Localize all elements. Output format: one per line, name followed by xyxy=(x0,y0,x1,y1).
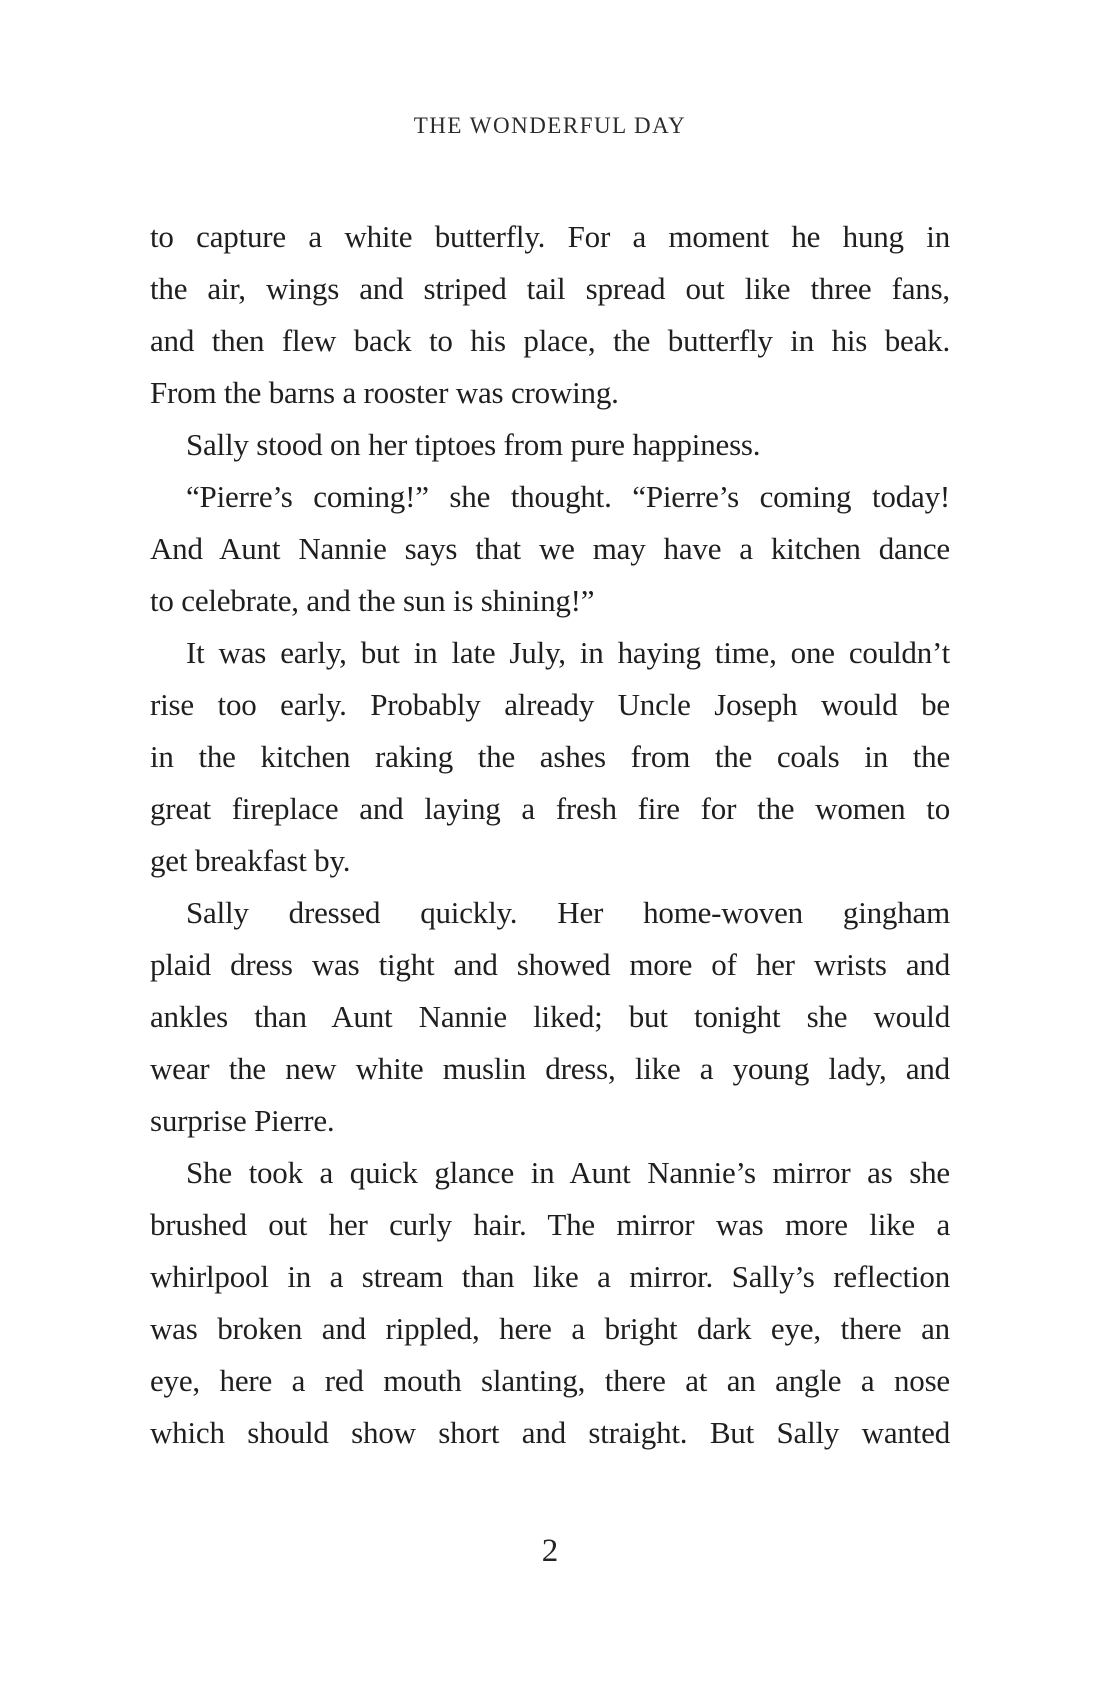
text-line: which should show short and straight. But Sally wanted xyxy=(150,1415,950,1450)
text-line: Sally dressed quickly. Her home-woven gingham xyxy=(186,895,950,930)
text-line: From the barns a rooster was crowing. xyxy=(150,375,619,410)
body-text xyxy=(150,211,950,1459)
text-line: wear the new white muslin dress, like a young lady, and xyxy=(150,1051,950,1086)
running-head: THE WONDERFUL DAY xyxy=(413,113,687,138)
paragraph xyxy=(150,211,950,419)
text-line: to celebrate, and the sun is shining!” xyxy=(150,583,595,618)
text-line: was broken and rippled, here a bright dark eye, there an xyxy=(150,1311,950,1346)
text-line: rise too early. Probably already Uncle Joseph would be xyxy=(150,687,950,722)
paragraph xyxy=(150,627,950,887)
paragraph xyxy=(150,419,950,471)
text-line: She took a quick glance in Aunt Nannie’s mirror as she xyxy=(186,1155,950,1190)
text-line: whirlpool in a stream than like a mirror. Sally’s reflection xyxy=(150,1259,950,1294)
text-line: in the kitchen raking the ashes from the coals in the xyxy=(150,739,950,774)
paragraph xyxy=(150,1147,950,1459)
text-line: eye, here a red mouth slanting, there at an angle a nose xyxy=(150,1363,950,1398)
text-line: to capture a white butterfly. For a moment he hung in xyxy=(150,219,950,254)
text-line: “Pierre’s coming!” she thought. “Pierre’s coming today! xyxy=(186,479,950,514)
page-number: 2 xyxy=(541,1533,559,1569)
text-line: Sally stood on her tiptoes from pure happiness. xyxy=(186,427,761,462)
text-line: It was early, but in late July, in haying time, one couldn’t xyxy=(186,635,950,670)
text-line: get breakfast by. xyxy=(150,843,351,878)
text-line: and then flew back to his place, the butterfly in his beak. xyxy=(150,323,950,358)
paragraph xyxy=(150,471,950,627)
text-line: plaid dress was tight and showed more of her wrists and xyxy=(150,947,950,982)
text-line: ankles than Aunt Nannie liked; but tonight she would xyxy=(150,999,950,1034)
text-line: great fireplace and laying a fresh fire for the women to xyxy=(150,791,950,826)
text-line: surprise Pierre. xyxy=(150,1103,335,1138)
text-line: the air, wings and striped tail spread out like three fans, xyxy=(150,271,950,306)
paragraph xyxy=(150,887,950,1147)
text-line: And Aunt Nannie says that we may have a kitchen dance xyxy=(150,531,950,566)
text-line: brushed out her curly hair. The mirror was more like a xyxy=(150,1207,950,1242)
